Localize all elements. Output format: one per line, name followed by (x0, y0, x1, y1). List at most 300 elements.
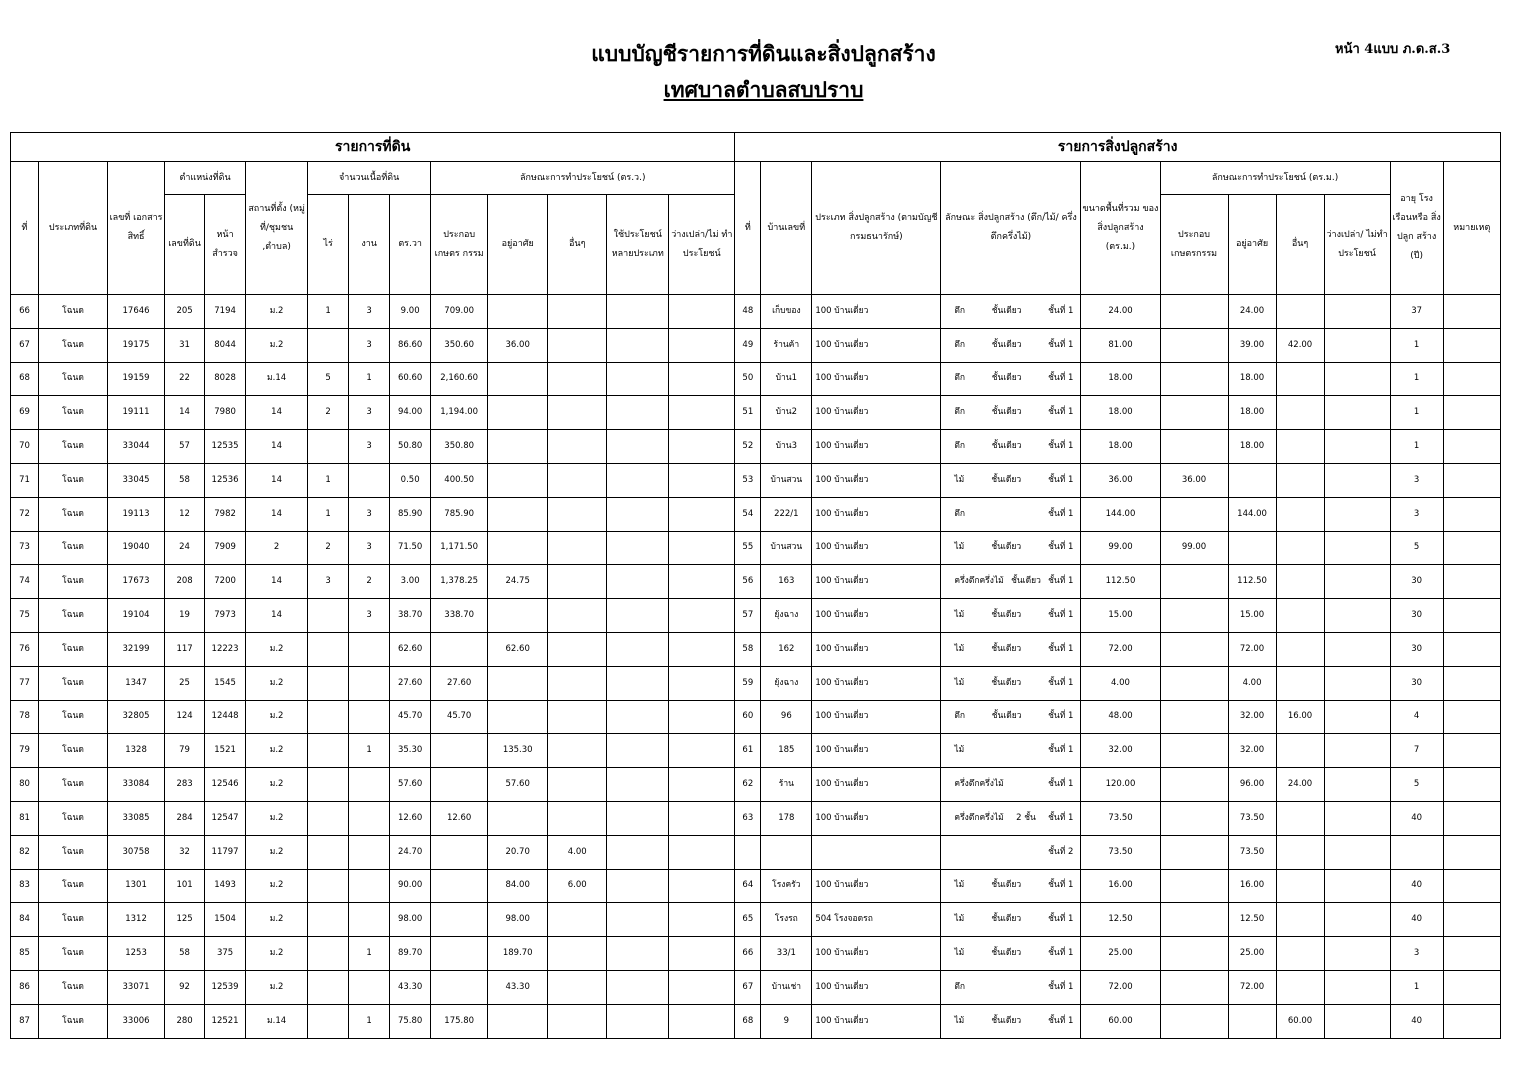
cell-b-agri (1160, 734, 1228, 768)
cell-vacant (669, 565, 735, 599)
cell-building-age: 30 (1390, 666, 1443, 700)
cell-building-character (941, 328, 1081, 362)
building-material: ตึก (954, 305, 966, 316)
cell-mixed (607, 463, 669, 497)
cell-sq-wa: 35.30 (390, 734, 431, 768)
cell-mixed (607, 801, 669, 835)
cell-other (548, 970, 607, 1004)
cell-agri: 400.50 (431, 463, 488, 497)
cell-b-residential: 24.00 (1228, 295, 1276, 329)
cell-b-other (1276, 396, 1324, 430)
building-storey: ชั้นเดียว (991, 474, 1022, 485)
cell-remark (1443, 666, 1500, 700)
cell-building-age: 30 (1390, 599, 1443, 633)
cell-residential: 84.00 (488, 869, 548, 903)
cell-building-area: 99.00 (1081, 531, 1160, 565)
cell-deed-no: 1253 (108, 937, 165, 971)
cell-parcel-no: 283 (165, 768, 205, 802)
cell-residential (488, 666, 548, 700)
cell-parcel-no: 19 (165, 599, 205, 633)
cell-b-other (1276, 463, 1324, 497)
cell-mixed (607, 565, 669, 599)
cell-building-age: 37 (1390, 295, 1443, 329)
cell-remark (1443, 362, 1500, 396)
cell-building-type: 100 บ้านเดี่ยว (812, 430, 941, 464)
cell-building-no: 67 (735, 970, 761, 1004)
cell-b-residential: 18.00 (1228, 396, 1276, 430)
cell-b-agri (1160, 869, 1228, 903)
cell-sq-wa: 90.00 (390, 869, 431, 903)
cell-vacant (669, 497, 735, 531)
cell-remark (1443, 396, 1500, 430)
cell-deed-no: 33044 (108, 430, 165, 464)
cell-deed-no: 19104 (108, 599, 165, 633)
cell-remark (1443, 632, 1500, 666)
cell-sq-wa: 85.90 (390, 497, 431, 531)
cell-building-character (941, 801, 1081, 835)
table-row (11, 599, 1501, 633)
cell-sq-wa: 98.00 (390, 903, 431, 937)
cell-building-no: 48 (735, 295, 761, 329)
table-row (11, 937, 1501, 971)
cell-building-type: 100 บ้านเดี่ยว (812, 768, 941, 802)
building-floor: ชั้นที่ 1 (1048, 542, 1074, 553)
cell-building-age: 3 (1390, 497, 1443, 531)
col-building-area: ขนาดพื้นที่รวม ของสิ่งปลูกสร้าง (ตร.ม.) (1081, 162, 1160, 295)
building-material: ไม้ (954, 1015, 965, 1026)
cell-survey-page: 8028 (205, 362, 246, 396)
cell-ngan (349, 835, 390, 869)
cell-no: 81 (11, 801, 39, 835)
cell-location: 14 (246, 565, 308, 599)
col-building-character: ลักษณะ สิ่งปลูกสร้าง (ตึก/ไม้/ ครึ่งตึกครึ่งไม้) (941, 162, 1081, 295)
cell-b-other (1276, 835, 1324, 869)
table-row (11, 632, 1501, 666)
cell-building-character (941, 1004, 1081, 1038)
cell-building-area: 18.00 (1081, 362, 1160, 396)
cell-house-no: ร้าน (761, 768, 812, 802)
col-land-type: ประเภทที่ดิน (39, 162, 108, 295)
cell-house-no: บ้านเช่า (761, 970, 812, 1004)
cell-building-area: 60.00 (1081, 1004, 1160, 1038)
cell-remark (1443, 497, 1500, 531)
cell-sq-wa: 57.60 (390, 768, 431, 802)
cell-vacant (669, 295, 735, 329)
cell-residential (488, 362, 548, 396)
cell-b-other (1276, 599, 1324, 633)
cell-house-no: 96 (761, 700, 812, 734)
building-floor: ชั้นที่ 1 (1048, 305, 1074, 316)
building-floor: ชั้นที่ 1 (1048, 508, 1074, 519)
cell-b-other (1276, 869, 1324, 903)
cell-b-vacant (1324, 768, 1390, 802)
cell-building-character (941, 903, 1081, 937)
cell-building-no (735, 835, 761, 869)
cell-b-residential: 15.00 (1228, 599, 1276, 633)
cell-vacant (669, 700, 735, 734)
building-storey: ชั้นเดียว (991, 441, 1022, 452)
cell-sq-wa: 62.60 (390, 632, 431, 666)
table-row (11, 700, 1501, 734)
col-ngan: งาน (349, 195, 390, 295)
cell-location: ม.2 (246, 700, 308, 734)
cell-building-no: 61 (735, 734, 761, 768)
cell-b-vacant (1324, 599, 1390, 633)
cell-parcel-no: 22 (165, 362, 205, 396)
cell-house-no: 163 (761, 565, 812, 599)
cell-house-no (761, 835, 812, 869)
cell-sq-wa: 43.30 (390, 970, 431, 1004)
building-material: ตึก (954, 711, 966, 722)
cell-mixed (607, 700, 669, 734)
cell-mixed (607, 497, 669, 531)
cell-deed-no: 1328 (108, 734, 165, 768)
cell-vacant (669, 1004, 735, 1038)
cell-building-area: 36.00 (1081, 463, 1160, 497)
cell-house-no: ร้านค้า (761, 328, 812, 362)
cell-ngan: 3 (349, 531, 390, 565)
cell-b-other (1276, 362, 1324, 396)
col-b-vacant: ว่างเปล่า/ ไม่ทำประโยชน์ (1324, 195, 1390, 295)
cell-residential (488, 295, 548, 329)
cell-land-type: โฉนด (39, 565, 108, 599)
cell-b-residential (1228, 531, 1276, 565)
cell-building-no: 55 (735, 531, 761, 565)
table-row (11, 430, 1501, 464)
cell-deed-no: 1312 (108, 903, 165, 937)
cell-b-residential (1228, 463, 1276, 497)
cell-survey-page: 375 (205, 937, 246, 971)
cell-building-character (941, 632, 1081, 666)
cell-sq-wa: 71.50 (390, 531, 431, 565)
table-row (11, 295, 1501, 329)
cell-survey-page: 12546 (205, 768, 246, 802)
col-no: ที่ (11, 162, 39, 295)
cell-sq-wa: 94.00 (390, 396, 431, 430)
cell-rai (308, 632, 349, 666)
cell-land-type: โฉนด (39, 937, 108, 971)
cell-other (548, 430, 607, 464)
cell-building-type: 100 บ้านเดี่ยว (812, 1004, 941, 1038)
cell-sq-wa: 60.60 (390, 362, 431, 396)
cell-b-residential: 25.00 (1228, 937, 1276, 971)
cell-building-type: 100 บ้านเดี่ยว (812, 666, 941, 700)
cell-b-other (1276, 734, 1324, 768)
municipality-name-text: เทศบาลตำบลสบปราบ (663, 78, 864, 102)
building-material: ตึก (954, 508, 966, 519)
cell-ngan (349, 970, 390, 1004)
cell-survey-page: 12448 (205, 700, 246, 734)
cell-building-type: 100 บ้านเดี่ยว (812, 970, 941, 1004)
cell-parcel-no: 117 (165, 632, 205, 666)
cell-vacant (669, 463, 735, 497)
cell-building-no: 59 (735, 666, 761, 700)
cell-building-character (941, 497, 1081, 531)
cell-parcel-no: 205 (165, 295, 205, 329)
cell-building-character (941, 565, 1081, 599)
building-material: ครึ่งตึกครึ่งไม้ (954, 812, 1004, 823)
cell-sq-wa: 24.70 (390, 835, 431, 869)
cell-residential: 20.70 (488, 835, 548, 869)
cell-building-age: 5 (1390, 768, 1443, 802)
cell-agri (431, 903, 488, 937)
cell-mixed (607, 531, 669, 565)
cell-ngan: 1 (349, 1004, 390, 1038)
cell-remark (1443, 970, 1500, 1004)
cell-location: ม.2 (246, 869, 308, 903)
cell-building-no: 68 (735, 1004, 761, 1038)
cell-mixed (607, 1004, 669, 1038)
cell-b-vacant (1324, 937, 1390, 971)
cell-building-type: 100 บ้านเดี่ยว (812, 937, 941, 971)
cell-house-no: 178 (761, 801, 812, 835)
cell-b-vacant (1324, 531, 1390, 565)
cell-remark (1443, 937, 1500, 971)
cell-no: 85 (11, 937, 39, 971)
cell-no: 84 (11, 903, 39, 937)
cell-building-area: 73.50 (1081, 835, 1160, 869)
cell-vacant (669, 632, 735, 666)
cell-building-character (941, 430, 1081, 464)
cell-location: ม.2 (246, 328, 308, 362)
cell-rai: 1 (308, 463, 349, 497)
cell-house-no: ยุ้งฉาง (761, 599, 812, 633)
cell-agri: 1,378.25 (431, 565, 488, 599)
cell-b-other: 60.00 (1276, 1004, 1324, 1038)
col-sq-wa: ตร.วา (390, 195, 431, 295)
cell-building-age: 40 (1390, 1004, 1443, 1038)
building-floor: ชั้นที่ 1 (1048, 474, 1074, 485)
cell-survey-page: 7909 (205, 531, 246, 565)
cell-land-type: โฉนด (39, 903, 108, 937)
cell-b-agri (1160, 497, 1228, 531)
cell-b-residential: 72.00 (1228, 970, 1276, 1004)
table-row (11, 970, 1501, 1004)
cell-agri: 12.60 (431, 801, 488, 835)
cell-residential: 98.00 (488, 903, 548, 937)
cell-sq-wa: 89.70 (390, 937, 431, 971)
cell-location: ม.2 (246, 970, 308, 1004)
cell-building-area: 144.00 (1081, 497, 1160, 531)
cell-remark (1443, 430, 1500, 464)
building-material: ไม้ (954, 610, 965, 621)
cell-agri (431, 835, 488, 869)
cell-b-residential: 18.00 (1228, 362, 1276, 396)
cell-location: ม.2 (246, 937, 308, 971)
cell-land-type: โฉนด (39, 734, 108, 768)
cell-b-vacant (1324, 970, 1390, 1004)
cell-b-other (1276, 531, 1324, 565)
cell-residential (488, 396, 548, 430)
cell-building-age: 40 (1390, 903, 1443, 937)
cell-mixed (607, 666, 669, 700)
building-floor: ชั้นที่ 1 (1048, 779, 1074, 790)
cell-house-no: 185 (761, 734, 812, 768)
document-title: แบบบัญชีรายการที่ดินและสิ่งปลูกสร้าง (591, 42, 936, 66)
cell-b-other (1276, 937, 1324, 971)
cell-land-type: โฉนด (39, 835, 108, 869)
building-material: ตึก (954, 441, 966, 452)
cell-residential: 36.00 (488, 328, 548, 362)
cell-ngan: 3 (349, 328, 390, 362)
cell-ngan: 3 (349, 599, 390, 633)
building-storey: 2 ชั้น (1016, 812, 1036, 823)
cell-ngan: 3 (349, 396, 390, 430)
cell-building-area: 24.00 (1081, 295, 1160, 329)
cell-remark (1443, 1004, 1500, 1038)
cell-building-type: 100 บ้านเดี่ยว (812, 801, 941, 835)
cell-b-other (1276, 565, 1324, 599)
cell-ngan: 2 (349, 565, 390, 599)
table-row (11, 801, 1501, 835)
cell-agri: 785.90 (431, 497, 488, 531)
cell-rai (308, 734, 349, 768)
cell-other (548, 531, 607, 565)
cell-building-area: 73.50 (1081, 801, 1160, 835)
cell-rai (308, 903, 349, 937)
cell-deed-no: 19175 (108, 328, 165, 362)
building-storey: ชั้นเดียว (991, 948, 1022, 959)
cell-building-no: 62 (735, 768, 761, 802)
cell-residential (488, 531, 548, 565)
cell-building-character (941, 700, 1081, 734)
cell-building-type: 100 บ้านเดี่ยว (812, 295, 941, 329)
cell-building-character (941, 869, 1081, 903)
col-rai: ไร่ (308, 195, 349, 295)
cell-mixed (607, 734, 669, 768)
col-residential: อยู่อาศัย (488, 195, 548, 295)
table-row (11, 1004, 1501, 1038)
cell-b-vacant (1324, 801, 1390, 835)
cell-no: 77 (11, 666, 39, 700)
cell-b-residential: 96.00 (1228, 768, 1276, 802)
col-parcel-no: เลขที่ดิน (165, 195, 205, 295)
cell-no: 67 (11, 328, 39, 362)
building-floor: ชั้นที่ 1 (1048, 339, 1074, 350)
building-floor: ชั้นที่ 1 (1048, 948, 1074, 959)
cell-ngan: 1 (349, 937, 390, 971)
cell-b-other (1276, 295, 1324, 329)
cell-residential: 135.30 (488, 734, 548, 768)
cell-land-type: โฉนด (39, 801, 108, 835)
cell-b-other: 24.00 (1276, 768, 1324, 802)
cell-building-character (941, 768, 1081, 802)
cell-agri: 1,194.00 (431, 396, 488, 430)
table-row (11, 531, 1501, 565)
cell-b-residential: 12.50 (1228, 903, 1276, 937)
building-material: ไม้ (954, 914, 965, 925)
cell-house-no: ยุ้งฉาง (761, 666, 812, 700)
col-area: จำนวนเนื้อที่ดิน (308, 162, 431, 195)
cell-b-agri (1160, 937, 1228, 971)
cell-rai (308, 768, 349, 802)
building-storey: ชั้นเดียว (991, 542, 1022, 553)
cell-building-type: 100 บ้านเดี่ยว (812, 734, 941, 768)
cell-mixed (607, 632, 669, 666)
cell-building-type: 504 โรงจอดรถ (812, 903, 941, 937)
building-floor: ชั้นที่ 2 (1048, 846, 1074, 857)
cell-building-type: 100 บ้านเดี่ยว (812, 565, 941, 599)
cell-b-agri (1160, 903, 1228, 937)
cell-building-age: 1 (1390, 430, 1443, 464)
cell-agri: 338.70 (431, 599, 488, 633)
building-material: ไม้ (954, 745, 965, 756)
building-storey: ชั้นเดียว (991, 711, 1022, 722)
cell-survey-page: 7980 (205, 396, 246, 430)
cell-no: 75 (11, 599, 39, 633)
cell-b-vacant (1324, 463, 1390, 497)
cell-building-area: 72.00 (1081, 970, 1160, 1004)
cell-survey-page: 7982 (205, 497, 246, 531)
cell-vacant (669, 937, 735, 971)
cell-other (548, 768, 607, 802)
cell-deed-no: 33085 (108, 801, 165, 835)
cell-building-type (812, 835, 941, 869)
cell-building-age: 7 (1390, 734, 1443, 768)
cell-b-other (1276, 430, 1324, 464)
table-row (11, 768, 1501, 802)
cell-parcel-no: 32 (165, 835, 205, 869)
cell-rai (308, 869, 349, 903)
cell-residential (488, 801, 548, 835)
col-building-no: ที่ (735, 162, 761, 295)
cell-rai (308, 801, 349, 835)
cell-remark (1443, 768, 1500, 802)
cell-building-no: 51 (735, 396, 761, 430)
cell-residential: 24.75 (488, 565, 548, 599)
cell-agri: 350.80 (431, 430, 488, 464)
cell-building-age: 4 (1390, 700, 1443, 734)
cell-b-agri (1160, 1004, 1228, 1038)
cell-land-type: โฉนด (39, 1004, 108, 1038)
cell-other (548, 396, 607, 430)
cell-building-type: 100 บ้านเดี่ยว (812, 599, 941, 633)
cell-building-area: 48.00 (1081, 700, 1160, 734)
cell-survey-page: 12223 (205, 632, 246, 666)
cell-mixed (607, 869, 669, 903)
cell-rai (308, 666, 349, 700)
cell-other (548, 463, 607, 497)
cell-house-no: บ้าน1 (761, 362, 812, 396)
cell-b-residential: 72.00 (1228, 632, 1276, 666)
cell-remark (1443, 903, 1500, 937)
table-row (11, 734, 1501, 768)
building-material: ไม้ (954, 474, 965, 485)
cell-ngan: 1 (349, 734, 390, 768)
cell-ngan (349, 700, 390, 734)
cell-building-type: 100 บ้านเดี่ยว (812, 497, 941, 531)
cell-rai: 1 (308, 497, 349, 531)
table-row (11, 396, 1501, 430)
cell-rai: 2 (308, 396, 349, 430)
cell-building-type: 100 บ้านเดี่ยว (812, 869, 941, 903)
cell-location: 14 (246, 396, 308, 430)
cell-deed-no: 19159 (108, 362, 165, 396)
cell-house-no: เก็บของ (761, 295, 812, 329)
cell-building-age: 1 (1390, 328, 1443, 362)
cell-rai (308, 835, 349, 869)
building-floor: ชั้นที่ 1 (1048, 1015, 1074, 1026)
col-deed-no: เลขที่ เอกสารสิทธิ์ (108, 162, 165, 295)
cell-sq-wa: 3.00 (390, 565, 431, 599)
cell-parcel-no: 125 (165, 903, 205, 937)
cell-building-area: 25.00 (1081, 937, 1160, 971)
cell-building-age: 30 (1390, 632, 1443, 666)
cell-b-residential: 16.00 (1228, 869, 1276, 903)
building-storey: ชั้นเดียว (991, 1015, 1022, 1026)
cell-building-no: 53 (735, 463, 761, 497)
cell-other (548, 700, 607, 734)
